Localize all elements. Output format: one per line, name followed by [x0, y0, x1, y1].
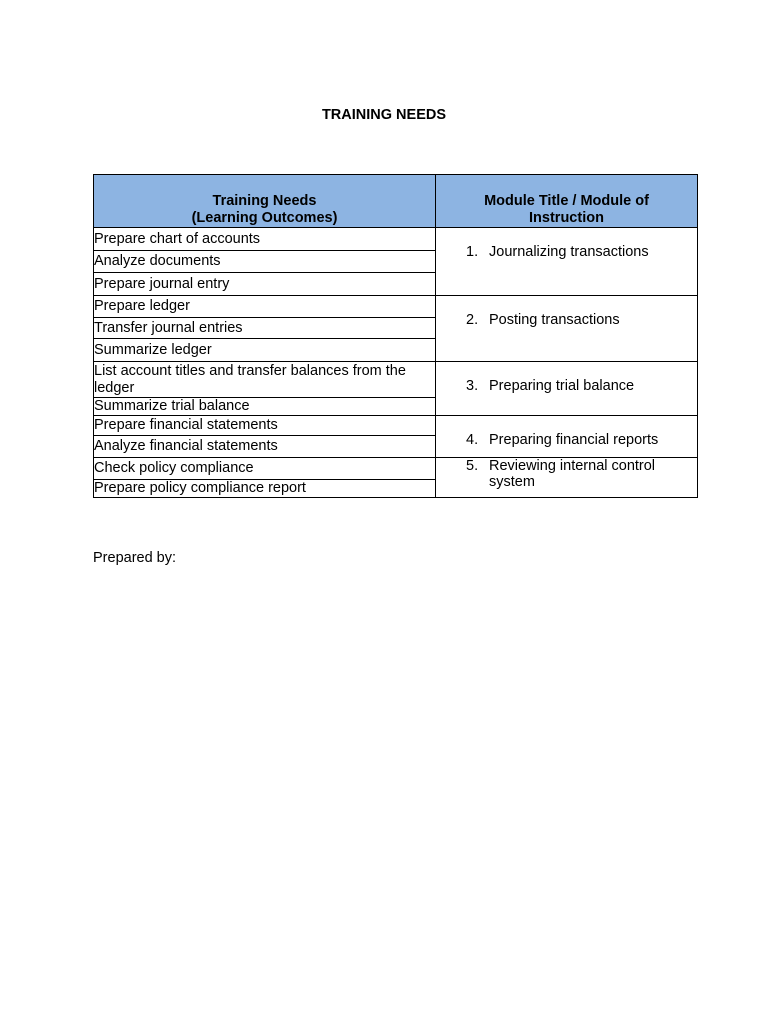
- prepared-by-label: Prepared by:: [93, 550, 177, 566]
- module-number: 1.: [466, 244, 479, 260]
- table-row: [94, 415, 698, 435]
- module-title: Reviewing internal control system: [489, 457, 656, 490]
- module-number: 5.: [466, 457, 479, 474]
- module-title: Posting transactions: [489, 312, 620, 328]
- module-cell: [436, 362, 698, 416]
- training-need-cell: Check policy compliance: [94, 457, 436, 479]
- module-title: Preparing financial reports: [489, 431, 659, 448]
- module-number: 4.: [466, 431, 479, 448]
- training-need-cell: Analyze documents: [94, 251, 436, 273]
- module-cell: [436, 228, 698, 296]
- training-need-cell: Summarize trial balance: [94, 398, 436, 416]
- header-module-title: [436, 175, 698, 228]
- training-need-cell: Prepare journal entry: [94, 273, 436, 296]
- module-title: Preparing trial balance: [489, 378, 635, 394]
- training-need-cell: Analyze financial statements: [94, 435, 436, 457]
- training-needs-table: [93, 174, 698, 498]
- module-cell: [436, 415, 698, 457]
- header-module-title-text: Module Title / Module of Instruction: [484, 193, 649, 226]
- table-row: [94, 362, 698, 398]
- module-cell: [436, 457, 698, 497]
- header-training-needs: [94, 175, 436, 228]
- module-number: 3.: [466, 378, 479, 394]
- page-title: TRAINING NEEDS: [321, 107, 447, 123]
- training-need-cell: Transfer journal entries: [94, 318, 436, 339]
- training-need-cell: List account titles and transfer balances from the ledger: [94, 362, 436, 398]
- table-row: [94, 457, 698, 479]
- table-row: [94, 228, 698, 251]
- training-need-cell: Prepare ledger: [94, 296, 436, 318]
- module-title: Journalizing transactions: [489, 244, 649, 260]
- table-row: [94, 296, 698, 318]
- table-header-row: [94, 175, 698, 228]
- training-need-cell: Prepare financial statements: [94, 415, 436, 435]
- header-training-needs-line1: Training Needs: [212, 193, 317, 209]
- training-need-cell: Prepare policy compliance report: [94, 479, 436, 497]
- header-training-needs-line2: (Learning Outcomes): [191, 209, 338, 226]
- module-cell: [436, 296, 698, 362]
- training-need-cell: Summarize ledger: [94, 339, 436, 362]
- module-number: 2.: [466, 312, 479, 328]
- training-need-cell: Prepare chart of accounts: [94, 228, 436, 251]
